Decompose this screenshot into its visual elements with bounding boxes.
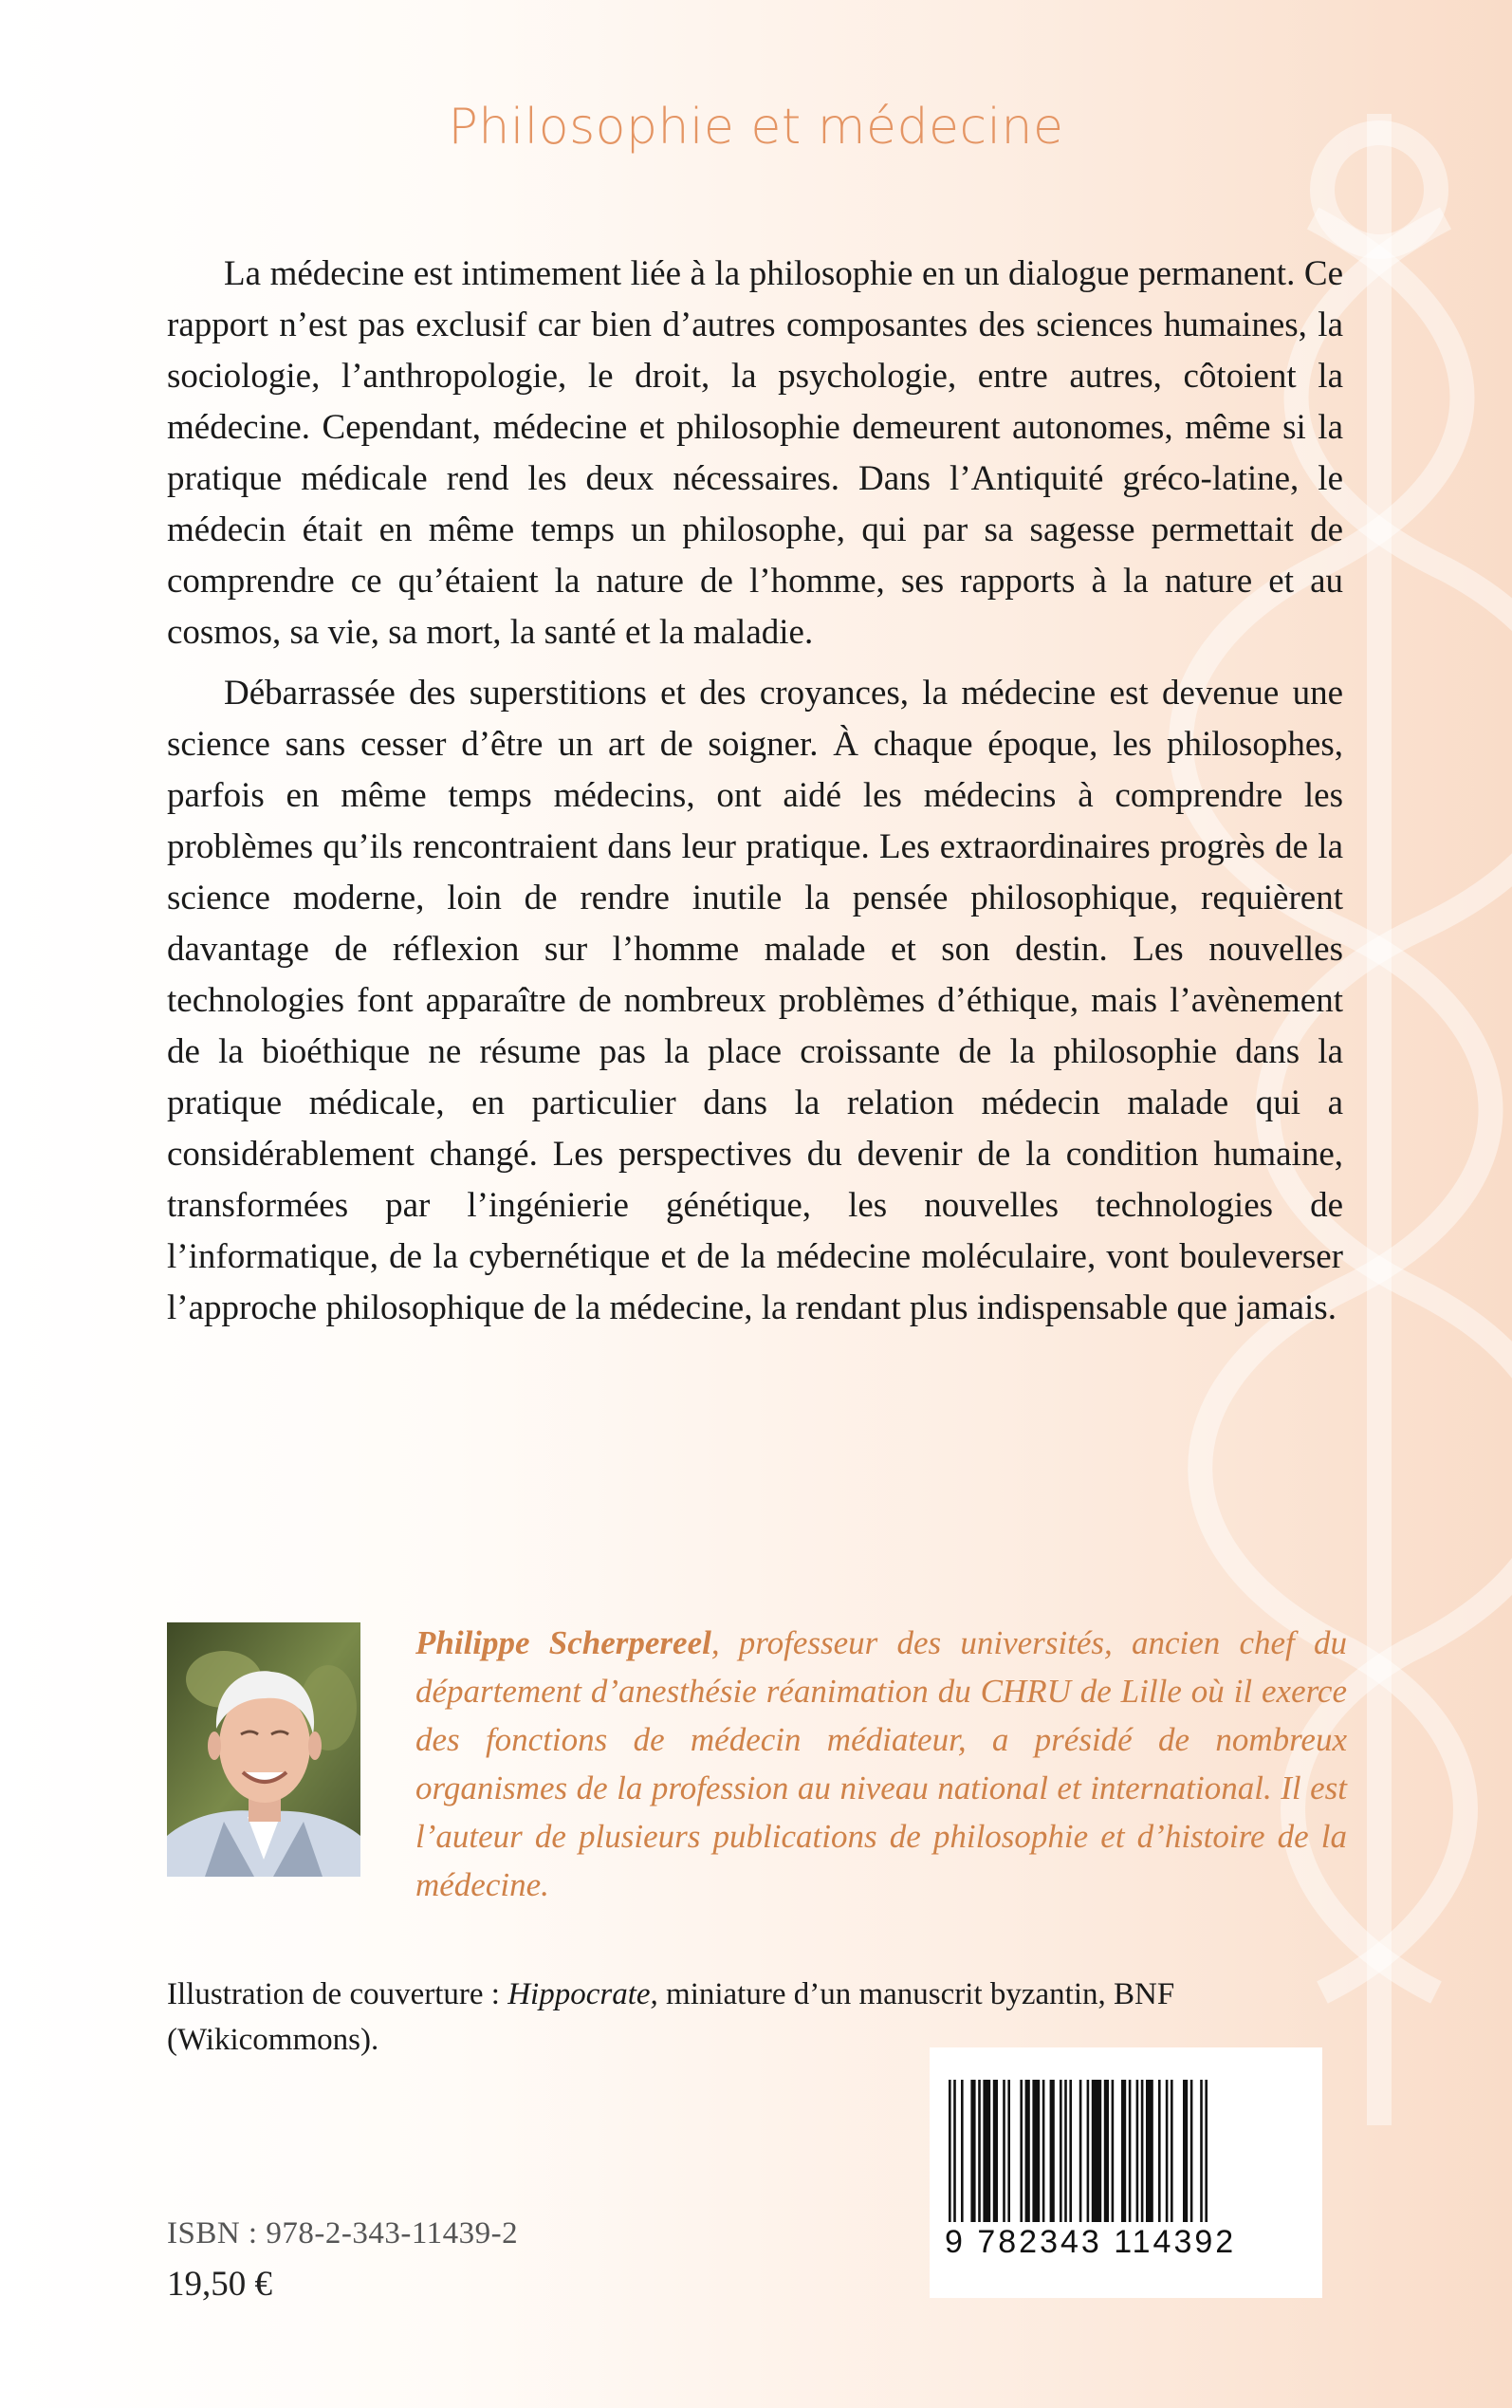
barcode-bar: [970, 2080, 975, 2222]
barcode-bar: [1042, 2080, 1045, 2222]
barcode-bar: [961, 2080, 964, 2222]
price: 19,50 €: [167, 2265, 272, 2304]
barcode-bar: [949, 2080, 951, 2222]
barcode-bar: [1032, 2080, 1040, 2222]
barcode-bar: [1050, 2080, 1055, 2222]
barcode-bar: [1166, 2080, 1169, 2222]
barcode-digits: 9 782343 114392: [945, 2224, 1237, 2260]
barcode-bar: [1171, 2080, 1173, 2222]
summary-paragraph: Débarrassée des superstitions et des croyances, la médecine est devenue une science sans cesser d’être un art de soigner. À chaque époque, les philosophes, parfois en même temps médecins, ont aidé les médecins à comprendre les problèmes qu’ils rencontraient dans leur pratique. Les extraordinaires progrès de la science moderne, loin de rendre inutile la pensée philosophique, requièrent davantage de réflexion sur l’homme malade et son destin. Les nouvelles technologies font apparaître de nombreux problèmes d’éthique, mais l’avènement de la bioéthique ne résume pas la place croissante de la philosophie dans la pratique médicale, en particulier dans la relation médecin malade qui a considérablement changé. Les perspectives du devenir de la condition humaine, transformées par l’ingénierie génétique, les nouvelles technologies de l’informatique, de la cybernétique et de la médecine moléculaire, vont bouleverser l’approche philosophique de la médecine, la rendant plus indispensable que jamais.: [167, 674, 1343, 1327]
barcode-bar: [1003, 2080, 1005, 2222]
author-portrait-icon: [167, 1622, 360, 1877]
barcode-bar: [1205, 2080, 1208, 2222]
barcode-bar: [1190, 2080, 1193, 2222]
author-bio-text: , professeur des universités, ancien chef du département d’anesthésie réanimation du CHRU de Lille où il exerce des fonctions de médecin médiateur, a présidé de nombreux organismes de la profession au niveau national et international. Il est l’auteur de plusieurs publications de philosophie et d’histoire de la médecine.: [415, 1624, 1348, 1903]
barcode-bar: [1092, 2080, 1101, 2222]
barcode-bar: [1069, 2080, 1072, 2222]
barcode-bar: [1007, 2080, 1010, 2222]
barcode-bar: [1146, 2080, 1153, 2222]
barcode-bar: [1200, 2080, 1203, 2222]
book-title: Philosophie et médecine: [448, 99, 1064, 156]
barcode-bar: [1025, 2080, 1030, 2222]
barcode-bar: [1079, 2080, 1082, 2222]
barcode-bars-icon: [945, 2080, 1307, 2222]
credit-suffix: miniature d’un manuscrit byzantin, BNF (Wikicommons).: [167, 1977, 1175, 2057]
barcode-bar: [1104, 2080, 1109, 2222]
barcode-bar: [1064, 2080, 1067, 2222]
barcode-bar: [1136, 2080, 1139, 2222]
book-summary: [167, 249, 1343, 1334]
author-photo: [167, 1622, 360, 1877]
barcode-bar: [1129, 2080, 1132, 2222]
barcode: [930, 2047, 1322, 2298]
barcode-bar: [1112, 2080, 1115, 2222]
barcode-bar: [1183, 2080, 1188, 2222]
barcode-bar: [983, 2080, 990, 2222]
barcode-bar: [1158, 2080, 1161, 2222]
author-name: Philippe Scherpereel: [415, 1624, 711, 1661]
isbn: ISBN : 978-2-343-11439-2: [167, 2216, 519, 2251]
barcode-bar: [1141, 2080, 1144, 2222]
barcode-bar: [953, 2080, 956, 2222]
summary-paragraph: La médecine est intimement liée à la philosophie en un dialogue permanent. Ce rapport n’est pas exclusif car bien d’autres composantes des sciences humaines, la sociologie, l’anthropologie, le droit, la psychologie, entre autres, côtoient la médecine. Cependant, médecine et philosophie demeurent autonomes, même si la pratique médicale rend les deux nécessaires. Dans l’Antiquité gréco-latine, le médecin était en même temps un philosophe, qui par sa sagesse permettait de comprendre ce qu’étaient la nature de l’homme, ses rapports à la nature et au cosmos, sa vie, sa mort, la santé et la maladie.: [167, 254, 1343, 652]
barcode-bar: [1020, 2080, 1023, 2222]
credit-prefix: Illustration de couverture :: [167, 1977, 508, 2011]
credit-work-title: Hippocrate,: [507, 1977, 658, 2011]
barcode-bar: [1087, 2080, 1090, 2222]
barcode-bar: [978, 2080, 981, 2222]
barcode-bar: [993, 2080, 998, 2222]
author-biography: [415, 1619, 1347, 1909]
barcode-bar: [1121, 2080, 1126, 2222]
barcode-bar: [1060, 2080, 1062, 2222]
